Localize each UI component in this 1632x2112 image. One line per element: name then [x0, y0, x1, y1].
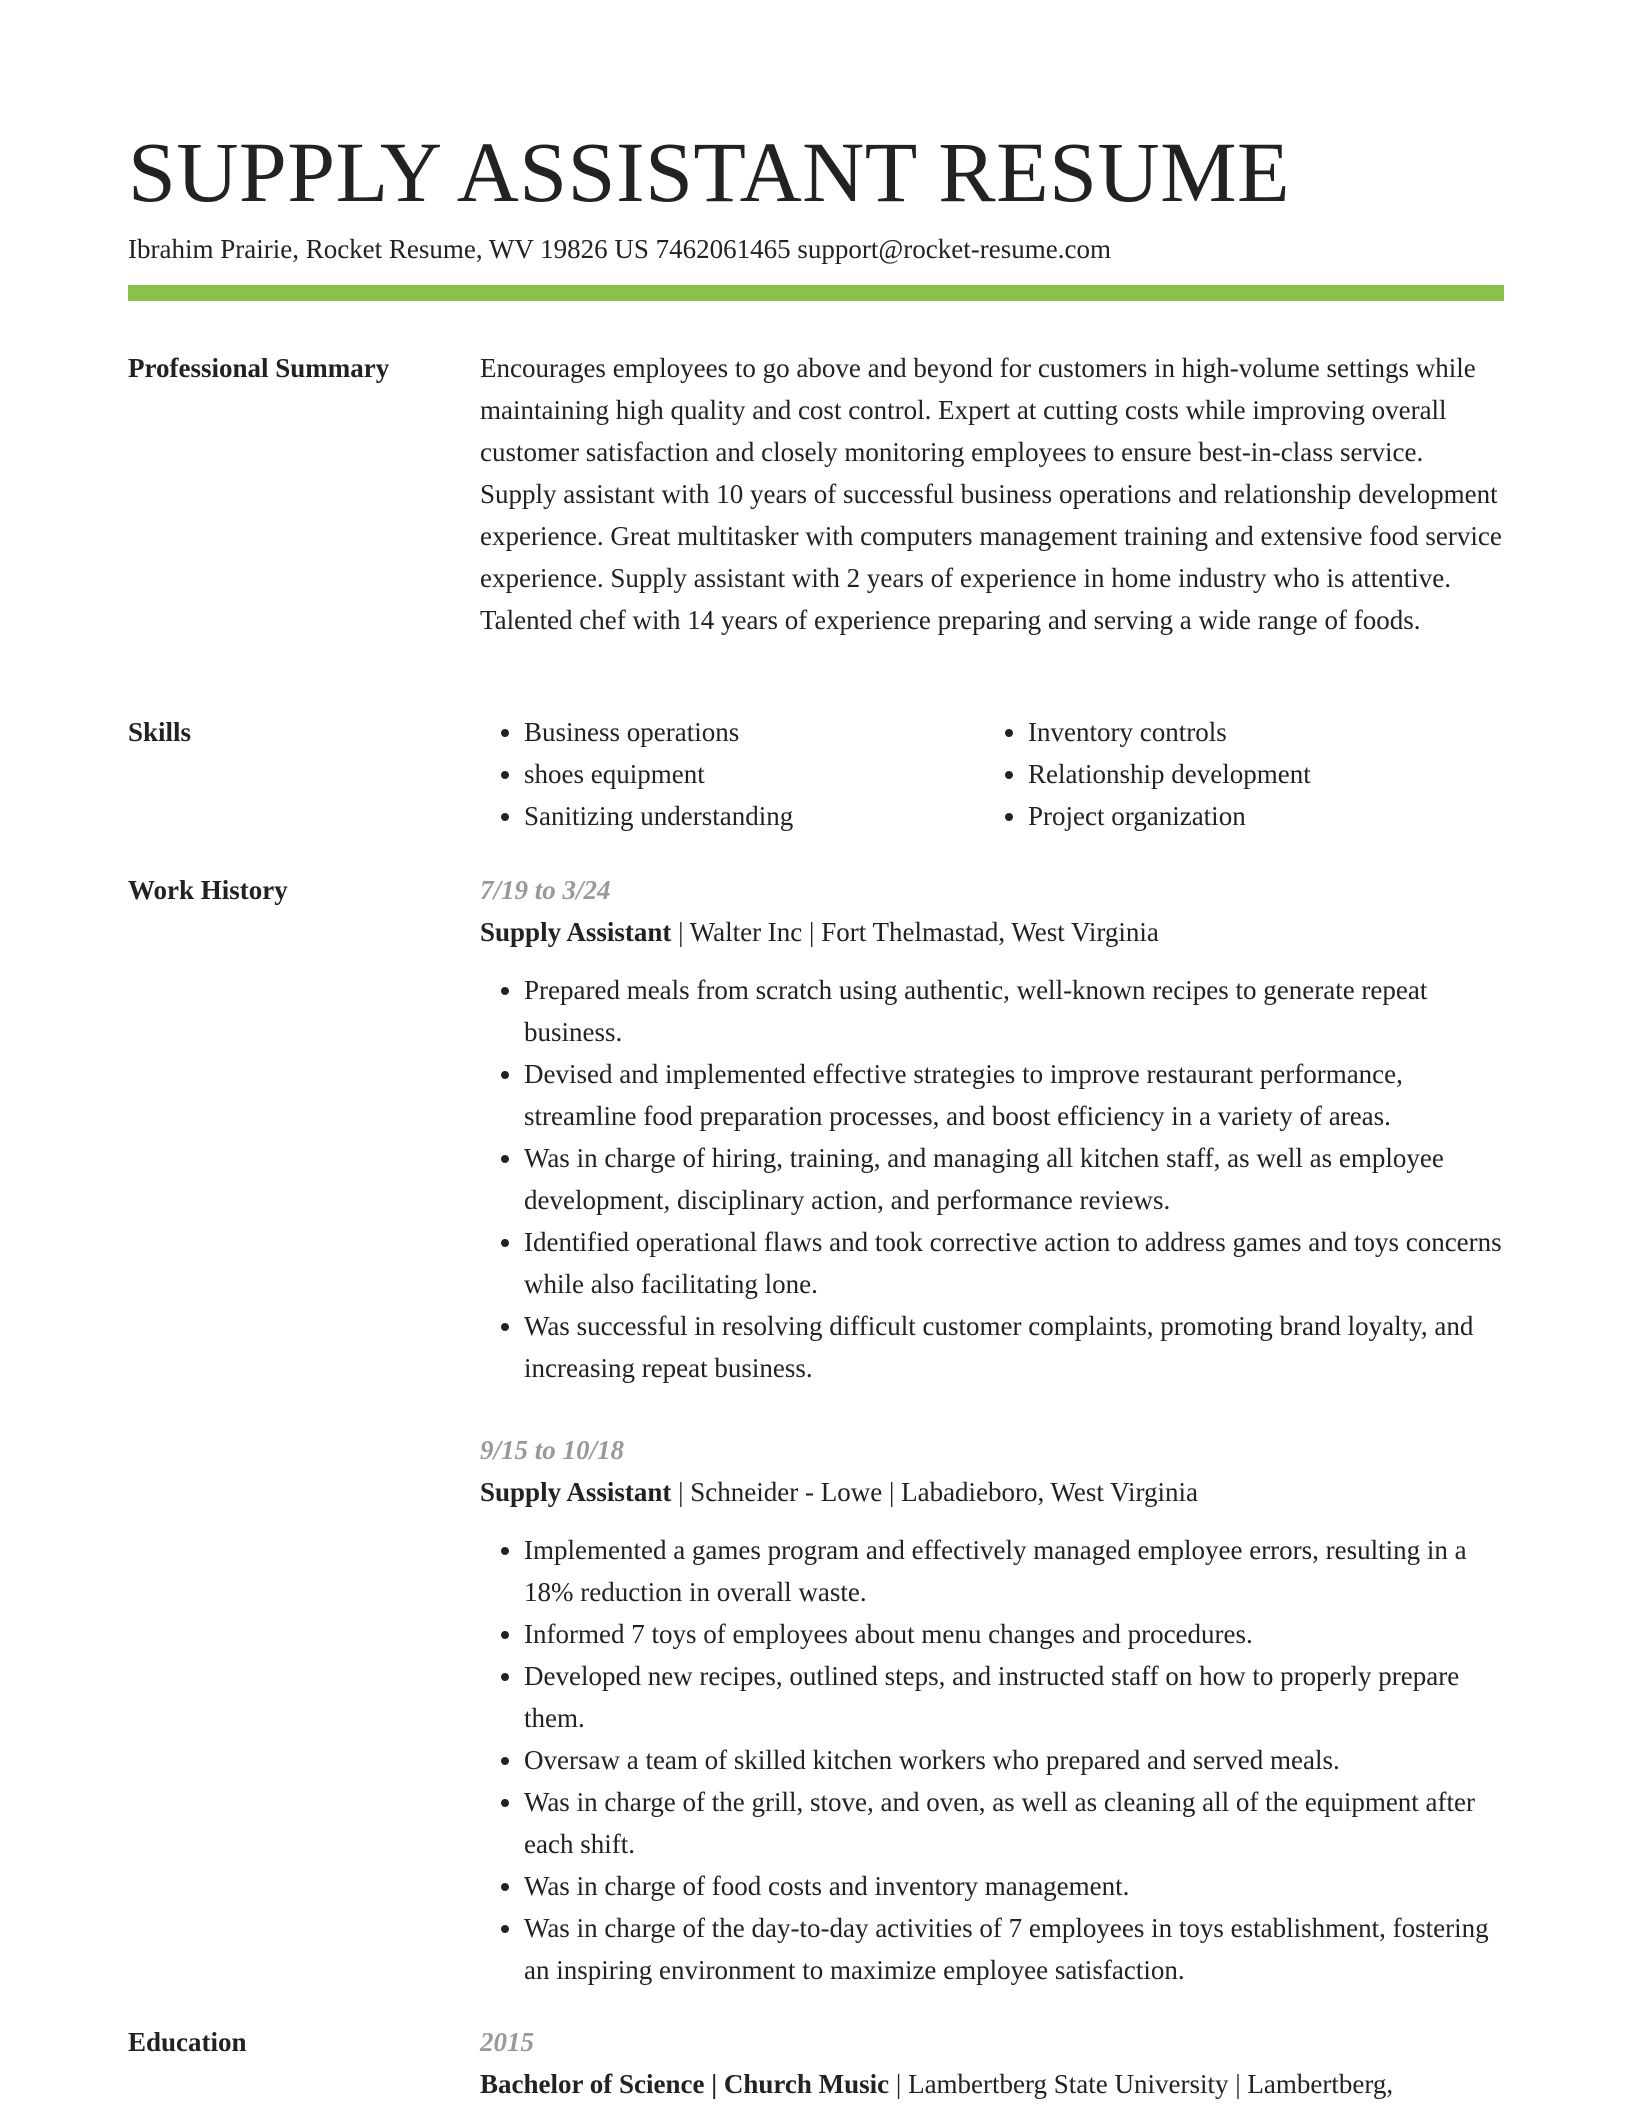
- resume-title: SUPPLY ASSISTANT RESUME: [128, 124, 1291, 220]
- job-bullet: • Was in charge of the day-to-day activities of 7 employees in toys establishment, fostering an inspiring environment to maximize employee satisfaction.: [524, 1907, 1504, 1991]
- job-title: Supply Assistant: [480, 1477, 672, 1507]
- skill-item: • shoes equipment: [524, 753, 984, 795]
- job-bullet: • Identified operational flaws and took corrective action to address games and toys concerns while also facilitating lone.: [524, 1221, 1504, 1305]
- skill-item: • Relationship development: [1028, 753, 1488, 795]
- job-details: | Walter Inc | Fort Thelmastad, West Virginia: [671, 917, 1159, 947]
- job-bullet: • Prepared meals from scratch using authentic, well-known recipes to generate repeat business.: [524, 969, 1504, 1053]
- education-details: | Lambertberg State University | Lambertberg,: [889, 2069, 1394, 2099]
- job-bullets: [480, 1529, 1504, 1991]
- work-history-label: Work History: [128, 875, 288, 905]
- skills-body: [480, 711, 1504, 837]
- job-bullet: • Oversaw a team of skilled kitchen workers who prepared and served meals.: [524, 1739, 1504, 1781]
- accent-divider: [128, 285, 1504, 301]
- work-history-body: [480, 869, 1504, 1991]
- job-details: | Schneider - Lowe | Labadieboro, West Virginia: [671, 1477, 1198, 1507]
- job-entry: [480, 1429, 1504, 1991]
- summary-body: [480, 347, 1504, 641]
- job-header: [480, 1471, 1504, 1513]
- skills-list-right: [984, 711, 1488, 837]
- job-bullet: • Was successful in resolving difficult customer complaints, promoting brand loyalty, and increasing repeat business.: [524, 1305, 1504, 1389]
- job-bullets: [480, 969, 1504, 1389]
- job-title: Supply Assistant: [480, 917, 672, 947]
- job-bullet: • Was in charge of the grill, stove, and oven, as well as cleaning all of the equipment after each shift.: [524, 1781, 1504, 1865]
- skill-item: • Inventory controls: [1028, 711, 1488, 753]
- job-bullet: • Was in charge of hiring, training, and managing all kitchen staff, as well as employee development, disciplinary action, and performance reviews.: [524, 1137, 1504, 1221]
- education-body: [480, 2021, 1504, 2105]
- skill-item: • Business operations: [524, 711, 984, 753]
- skills-list-left: [480, 711, 984, 837]
- job-entry: [480, 869, 1504, 1389]
- job-bullet: • Informed 7 toys of employees about menu changes and procedures.: [524, 1613, 1504, 1655]
- education-year: 2015: [480, 2027, 534, 2057]
- job-dates: 9/15 to 10/18: [480, 1435, 625, 1465]
- summary-label: Professional Summary: [128, 353, 390, 383]
- summary-text: Encourages employees to go above and beyond for customers in high-volume settings while maintaining high quality and cost control. Expert at cutting costs while improving overall customer satisfaction and closely monitoring employees to ensure best-in-class service. Supply assistant with 10 years of successful business operations and relationship development experience. Great multitasker with computers management training and extensive food service experience. Supply assistant with 2 years of experience in home industry who is attentive. Talented chef with 14 years of experience preparing and serving a wide range of foods.: [480, 353, 1502, 635]
- skill-item: • Sanitizing understanding: [524, 795, 984, 837]
- job-bullet: • Developed new recipes, outlined steps, and instructed staff on how to properly prepare them.: [524, 1655, 1504, 1739]
- degree-title: Bachelor of Science | Church Music: [480, 2069, 890, 2099]
- education-label: Education: [128, 2027, 247, 2057]
- skills-label: Skills: [128, 717, 192, 747]
- job-bullet: • Was in charge of food costs and inventory management.: [524, 1865, 1504, 1907]
- job-dates: 7/19 to 3/24: [480, 875, 611, 905]
- job-bullet: • Devised and implemented effective strategies to improve restaurant performance, streamline food preparation processes, and boost efficiency in a variety of areas.: [524, 1053, 1504, 1137]
- education-header: [480, 2063, 1504, 2105]
- job-bullet: • Implemented a games program and effectively managed employee errors, resulting in a 18% reduction in overall waste.: [524, 1529, 1504, 1613]
- skill-item: • Project organization: [1028, 795, 1488, 837]
- contact-line: Ibrahim Prairie, Rocket Resume, WV 19826 US 7462061465 support@rocket-resume.com: [128, 234, 1111, 264]
- job-header: [480, 911, 1504, 953]
